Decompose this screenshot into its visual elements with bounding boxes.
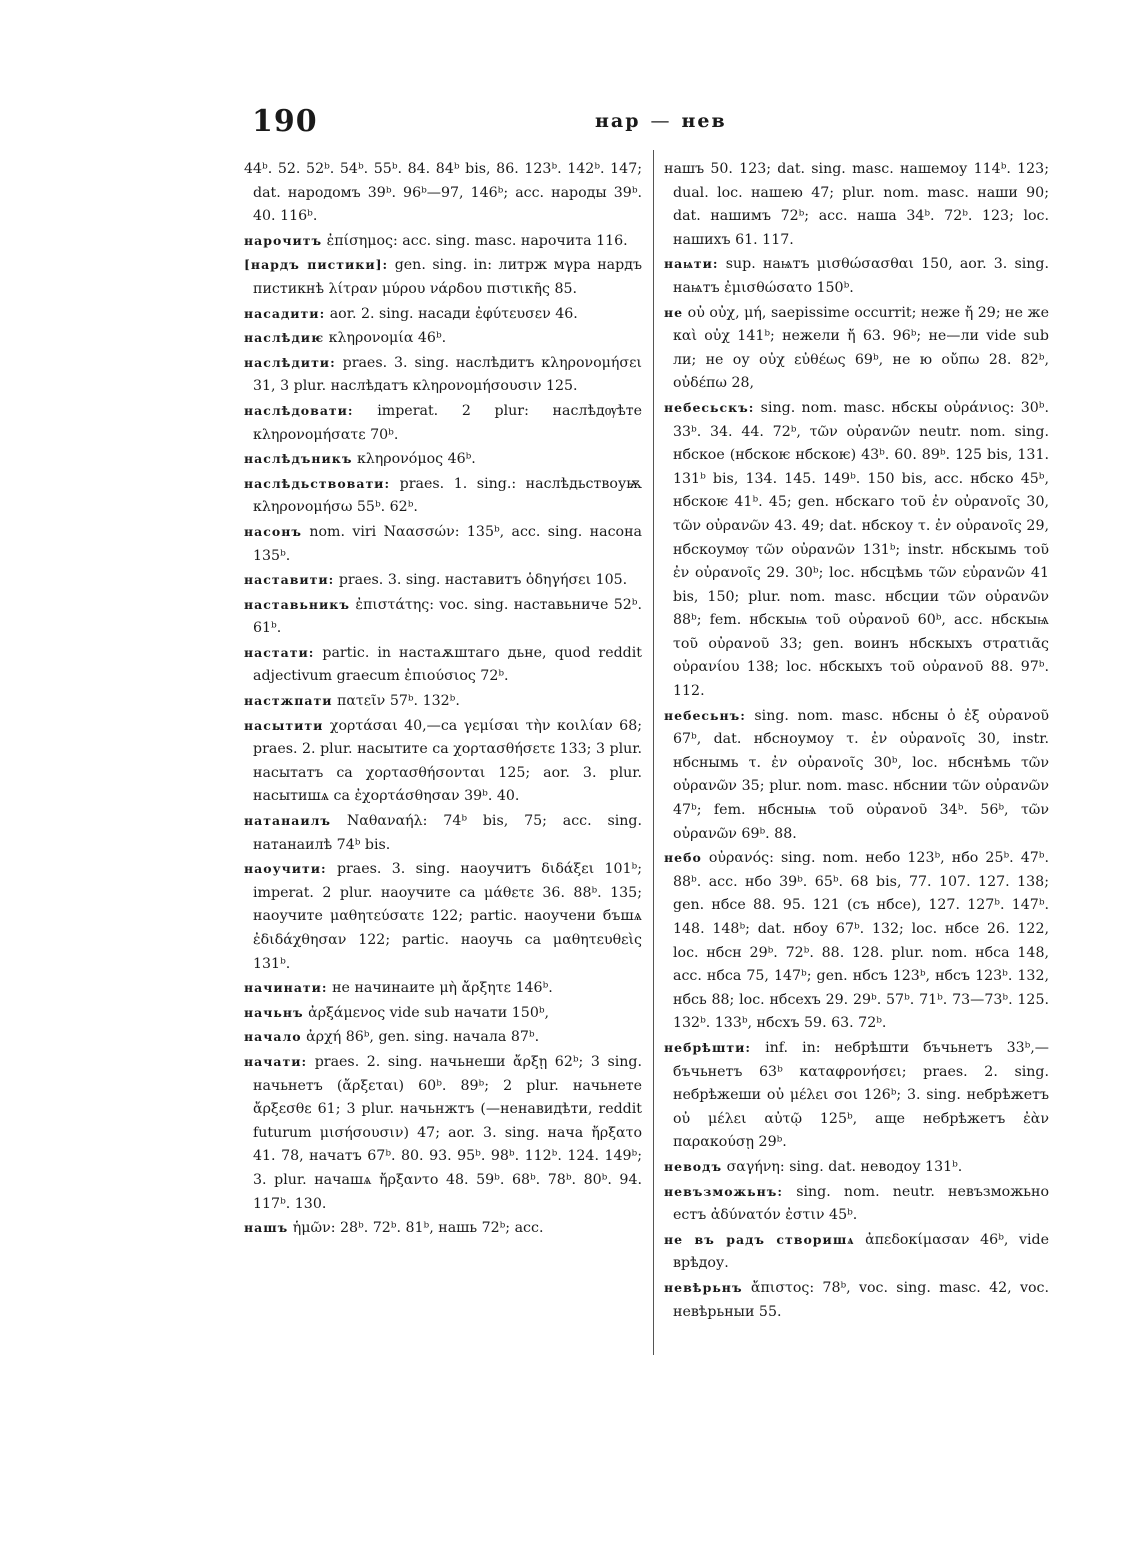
page-number: 190	[252, 104, 318, 139]
dictionary-entry	[244, 447, 642, 472]
dictionary-entry	[244, 351, 642, 399]
dictionary-entry	[244, 1001, 642, 1026]
dictionary-entry	[244, 229, 642, 254]
dictionary-entry	[664, 396, 1049, 704]
entry-text: gen. sing. in: литрж мγра нардъ пистикнѣ λίτραν μύρου νάρδου πιστικῆς 85.	[253, 257, 642, 297]
dictionary-entry	[664, 1155, 1049, 1180]
entry-headword: насытити	[244, 717, 324, 733]
dictionary-entry	[664, 704, 1049, 847]
entry-headword: небрѣшти:	[664, 1039, 752, 1055]
entry-text: praes. 3. sing. наоучитъ διδάξει 101ᵇ; imperat. 2 plur. наоучите са μάθετε 36. 88ᵇ. 135; наоучите μαθητεύσατε 122; partic. наоучени бъшѧ ἐδιδάχθησαν 122; partic. наоучь са μαθητευθεὶς 131ᵇ.	[253, 861, 642, 972]
entry-headword: насадити:	[244, 305, 326, 321]
dictionary-entry	[244, 809, 642, 857]
entry-text: ἄπιστος: 78ᵇ, voc. sing. masc. 42, voc. невѣрьныи 55.	[673, 1279, 1049, 1320]
entry-text: praes. 3. sing. наставитъ ὁδηγήσει 105.	[338, 572, 628, 589]
entry-text: ἀρξάμενος vide sub начати 150ᵇ,	[308, 1004, 550, 1021]
dictionary-entry	[244, 326, 642, 351]
running-head-dash: —	[650, 110, 672, 132]
dictionary-entry	[244, 472, 642, 520]
dictionary-entry	[664, 1036, 1049, 1155]
entry-text: partic. in настаѫштаго дьне, quod reddit adjectivum graecum ἐπιούσιος 72ᵇ.	[253, 644, 642, 685]
entry-headword: неводъ	[664, 1158, 723, 1174]
dictionary-entry	[664, 252, 1049, 300]
entry-headword: начало	[244, 1029, 302, 1045]
dictionary-entry	[664, 158, 1049, 252]
running-head-right: нев	[681, 110, 727, 132]
entry-text: οὐ οὐχ, μή, saepissime occurrit; неже ἤ 29; не же καὶ οὐχ 141ᵇ; нежели ἤ 63. 96ᵇ; не—ли vide sub ли; не оу οὐχ εὐθέως 69ᵇ, не ю οὔπω 28. 82ᵇ, οὐδέπω 28,	[673, 304, 1049, 392]
entry-text: inf. in: небрѣшти бъчьнетъ 33ᵇ,—бъчьнетъ 63ᵇ καταφρονήσει; praes. 2. sing. небрѣжеши οὐ μέλει σοι 126ᵇ; 3. sing. небрѣжетъ οὐ μέλει αὐτῷ 125ᵇ, аще небрѣжетъ ἐὰν παρακούσῃ 29ᵇ.	[673, 1039, 1049, 1151]
entry-text: aor. 2. sing. насади ἐφύτευσεν 46.	[329, 305, 578, 322]
entry-text: nom. viri Ναασσών: 135ᵇ, acc. sing. насона 135ᵇ.	[253, 523, 643, 564]
entry-headword: не въ радъ створишѧ	[664, 1231, 855, 1247]
entry-headword: начинати:	[244, 980, 328, 996]
entry-headword: нарочитъ	[244, 232, 323, 248]
running-head-left: нар	[595, 110, 641, 132]
entry-headword: начьнъ	[244, 1004, 304, 1020]
dictionary-entry	[244, 593, 642, 641]
dictionary-entry	[664, 846, 1049, 1036]
entry-headword: начати:	[244, 1053, 308, 1069]
dictionary-entry	[244, 641, 642, 689]
dictionary-entry	[244, 714, 642, 809]
right-column	[664, 158, 1049, 1324]
entry-headword: невѣрьнъ	[664, 1279, 743, 1295]
entry-text: sing. nom. masc. нбсны ὁ ἐξ οὐρανοῦ 67ᵇ, dat. нбсноумоу τ. ἐν οὐρανοῖς 30, instr. нбснымь τ. ἐν οὐρανοῖς 30ᵇ, loc. нбснѣмь τῶν οὐρανῶν 35; plur. nom. masc. нбснии τῶν οὐρανῶν 47ᵇ; fem. нбсныѩ τοῦ οὐρανοῦ 34ᵇ. 56ᵇ, τῶν οὐρανῶν 69ᵇ. 88.	[673, 707, 1050, 842]
entry-text: ἡμῶν: 28ᵇ. 72ᵇ. 81ᵇ, нашь 72ᵇ; acc.	[292, 1220, 544, 1237]
dictionary-entry	[664, 1228, 1049, 1276]
dictionary-entry	[244, 1025, 642, 1050]
column-divider	[653, 150, 654, 1355]
entry-headword: небесьнъ:	[664, 707, 746, 723]
entry-text: нашъ 50. 123; dat. sing. masc. нашемоу 114ᵇ. 123; dual. loc. нашею 47; plur. nom. masc. наши 90; dat. нашимъ 72ᵇ; acc. наша 34ᵇ. 72ᵇ. 123; loc. нашихъ 61. 117.	[664, 161, 1049, 248]
dictionary-entry	[664, 1276, 1049, 1324]
entry-headword: небо	[664, 850, 702, 866]
dictionary-entry	[244, 253, 642, 301]
entry-headword: не	[664, 304, 684, 320]
entry-headword: наѩти:	[664, 256, 719, 272]
dictionary-entry	[244, 520, 642, 568]
entry-text: praes. 2. sing. начьнеши ἄρξῃ 62ᵇ; 3 sing. начьнетъ (ἄρξεται) 60ᵇ. 89ᵇ; 2 plur. начьнете ἄρξεσθε 61; 3 plur. начьнжтъ (—ненавидѣти, reddit futurum μισήσουσιν) 47; aor. 3. sing. нача ἤρξατο 41. 78, начатъ 67ᵇ. 80. 93. 95ᵇ. 98ᵇ. 112ᵇ. 124. 149ᵇ; 3. plur. начашѧ ἤρξαντο 48. 59ᵇ. 68ᵇ. 78ᵇ. 80ᵇ. 94. 117ᵇ. 130.	[253, 1053, 642, 1212]
entry-headword: наоучити:	[244, 861, 327, 877]
entry-headword: настати:	[244, 644, 315, 660]
dictionary-entry	[244, 158, 642, 229]
dictionary-entry	[244, 1216, 642, 1241]
entry-headword: невъзможьнъ:	[664, 1183, 784, 1199]
entry-headword: наставьникъ	[244, 596, 350, 612]
entry-headword: наставити:	[244, 572, 335, 588]
entry-text: praes. 3. sing. наслѣдитъ κληρονομήσει 31, 3 plur. наслѣдатъ κληρονομήσουσιν 125.	[253, 354, 642, 395]
entry-text: 44ᵇ. 52. 52ᵇ. 54ᵇ. 55ᵇ. 84. 84ᵇ bis, 86. 123ᵇ. 142ᵇ. 147; dat. народомъ 39ᵇ. 96ᵇ—97, 146ᵇ; acc. народы 39ᵇ. 40. 116ᵇ.	[244, 161, 642, 225]
entry-headword: насонъ	[244, 523, 302, 539]
entry-text: κληρονομία 46ᵇ.	[328, 330, 447, 347]
entry-text: οὐρανός: sing. nom. небо 123ᵇ, нбо 25ᵇ. 47ᵇ. 88ᵇ. acc. нбо 39ᵇ. 65ᵇ. 68 bis, 77. 107. 127. 138; gen. нбсе 88. 95. 121 (съ нбсе), 127. 127ᵇ. 147ᵇ. 148. 148ᵇ; dat. нбоу 67ᵇ. 132; loc. нбсе 26. 122, loc. нбсн 29ᵇ. 72ᵇ. 88. 128. plur. nom. нбса 148, acc. нбса 75, 147ᵇ; gen. нбсъ 123ᵇ, нбсъ 123ᵇ. 132, нбсь 88; loc. нбсехъ 29. 29ᵇ. 57ᵇ. 71ᵇ. 73—73ᵇ. 125. 132ᵇ. 133ᵇ, нбсхъ 59. 63. 72ᵇ.	[673, 850, 1049, 1032]
dictionary-entry	[664, 1180, 1049, 1228]
entry-headword: натанаилъ	[244, 813, 332, 829]
entry-text: ἐπιστάτης: voc. sing. наставьниче 52ᵇ. 61ᵇ.	[253, 596, 642, 637]
entry-headword: наслѣдовати:	[244, 402, 354, 418]
entry-text: sup. наѩтъ μισθώσασθαι 150, aor. 3. sing. наѩтъ ἐμισθώσατο 150ᵇ.	[673, 256, 1049, 296]
entry-text: imperat. 2 plur: наслѣдѹѣте κληρονομήσατε 70ᵇ.	[253, 402, 642, 443]
entry-text: κληρονόμος 46ᵇ.	[356, 451, 476, 468]
left-column	[244, 158, 642, 1241]
entry-text: σαγήνη: sing. dat. неводоу 131ᵇ.	[726, 1158, 963, 1175]
entry-text: ἐπίσημος: acc. sing. masc. нарочита 116.	[326, 232, 628, 249]
entry-text: πατεῖν 57ᵇ. 132ᵇ.	[337, 693, 460, 710]
entry-headword: наслѣдити:	[244, 354, 336, 370]
entry-headword: [нардъ пистики]:	[244, 257, 389, 273]
running-head	[595, 110, 727, 132]
dictionary-entry	[244, 689, 642, 714]
dictionary-entry	[244, 302, 642, 327]
entry-text: ἀπεδοκίμασαν 46ᵇ, vide врѣдоу.	[673, 1231, 1049, 1272]
entry-text: ἀρχή 86ᵇ, gen. sing. начала 87ᵇ.	[306, 1029, 540, 1046]
entry-headword: настжпати	[244, 693, 333, 709]
entry-text: Ναθαναήλ: 74ᵇ bis, 75; acc. sing. натанаилѣ 74ᵇ bis.	[253, 813, 642, 853]
dictionary-entry	[244, 976, 642, 1001]
dictionary-entry	[244, 857, 642, 976]
dictionary-entry	[244, 399, 642, 447]
entry-headword: наслѣдъникъ	[244, 451, 353, 467]
entry-text: sing. nom. masc. нбскы οὐράνιος: 30ᵇ. 33ᵇ. 34. 44. 72ᵇ, τῶν οὐρανῶν neutr. nom. sing. нбское (нбскоѥ нбскоѥ) 43ᵇ. 60. 89ᵇ. 125 bis, 131. 131ᵇ bis, 134. 145. 149ᵇ. 150 bis, acc. нбско 45ᵇ, нбскоѥ 41ᵇ. 45; gen. нбскаго τοῦ ἐν οὐρανοῖς 30, τῶν οὐρανῶν 43. 49; dat. нбскоу τ. ἐν οὐρανοῖς 29, нбскоумѹ τῶν οὐρανῶν 131ᵇ; instr. нбскымь τοῦ ἐν οὐρανοῖς 29. 30ᵇ; loc. нбсцѣмь τῶν εὐρανῶν 41 bis, 150; plur. nom. masc. нбсции τῶν οὐρανῶν 88ᵇ; fem. нбскыѩ τοῦ οὐρανοῦ 60ᵇ, acc. нбскыѩ τοῦ οὐρανοῦ 33; gen. воинъ нбскыхъ στρατιᾶς οὐρανίου 138; loc. нбскыхъ τοῦ οὐρανοῦ 88. 97ᵇ. 112.	[673, 399, 1049, 700]
entry-text: sing. nom. neutr. невъзможьно естъ ἀδύνατόν ἐστιν 45ᵇ.	[673, 1183, 1049, 1224]
entry-headword: наслѣдьствовати:	[244, 475, 391, 491]
dictionary-entry	[664, 301, 1049, 396]
entry-text: χορτάσαι 40,—са γεμίσαι τὴν κοιλίαν 68; praes. 2. plur. насытите са χορτασθήσετε 133; 3 plur. насытатъ са χορτασθήσονται 125; aor. 3. plur. насытишѧ са ἐχορτάσθησαν 39ᵇ. 40.	[253, 717, 642, 805]
entry-text: praes. 1. sing.: наслѣдьствоуѭ κληρονομήσω 55ᵇ. 62ᵇ.	[253, 475, 643, 516]
entry-headword: наслѣдиѥ	[244, 330, 325, 346]
entry-headword: небесьскъ:	[664, 399, 755, 415]
dictionary-entry	[244, 1050, 642, 1216]
entry-text: не начинаите μὴ ἄρξητε 146ᵇ.	[332, 980, 553, 997]
dictionary-entry	[244, 568, 642, 593]
entry-headword: нашъ	[244, 1220, 289, 1236]
